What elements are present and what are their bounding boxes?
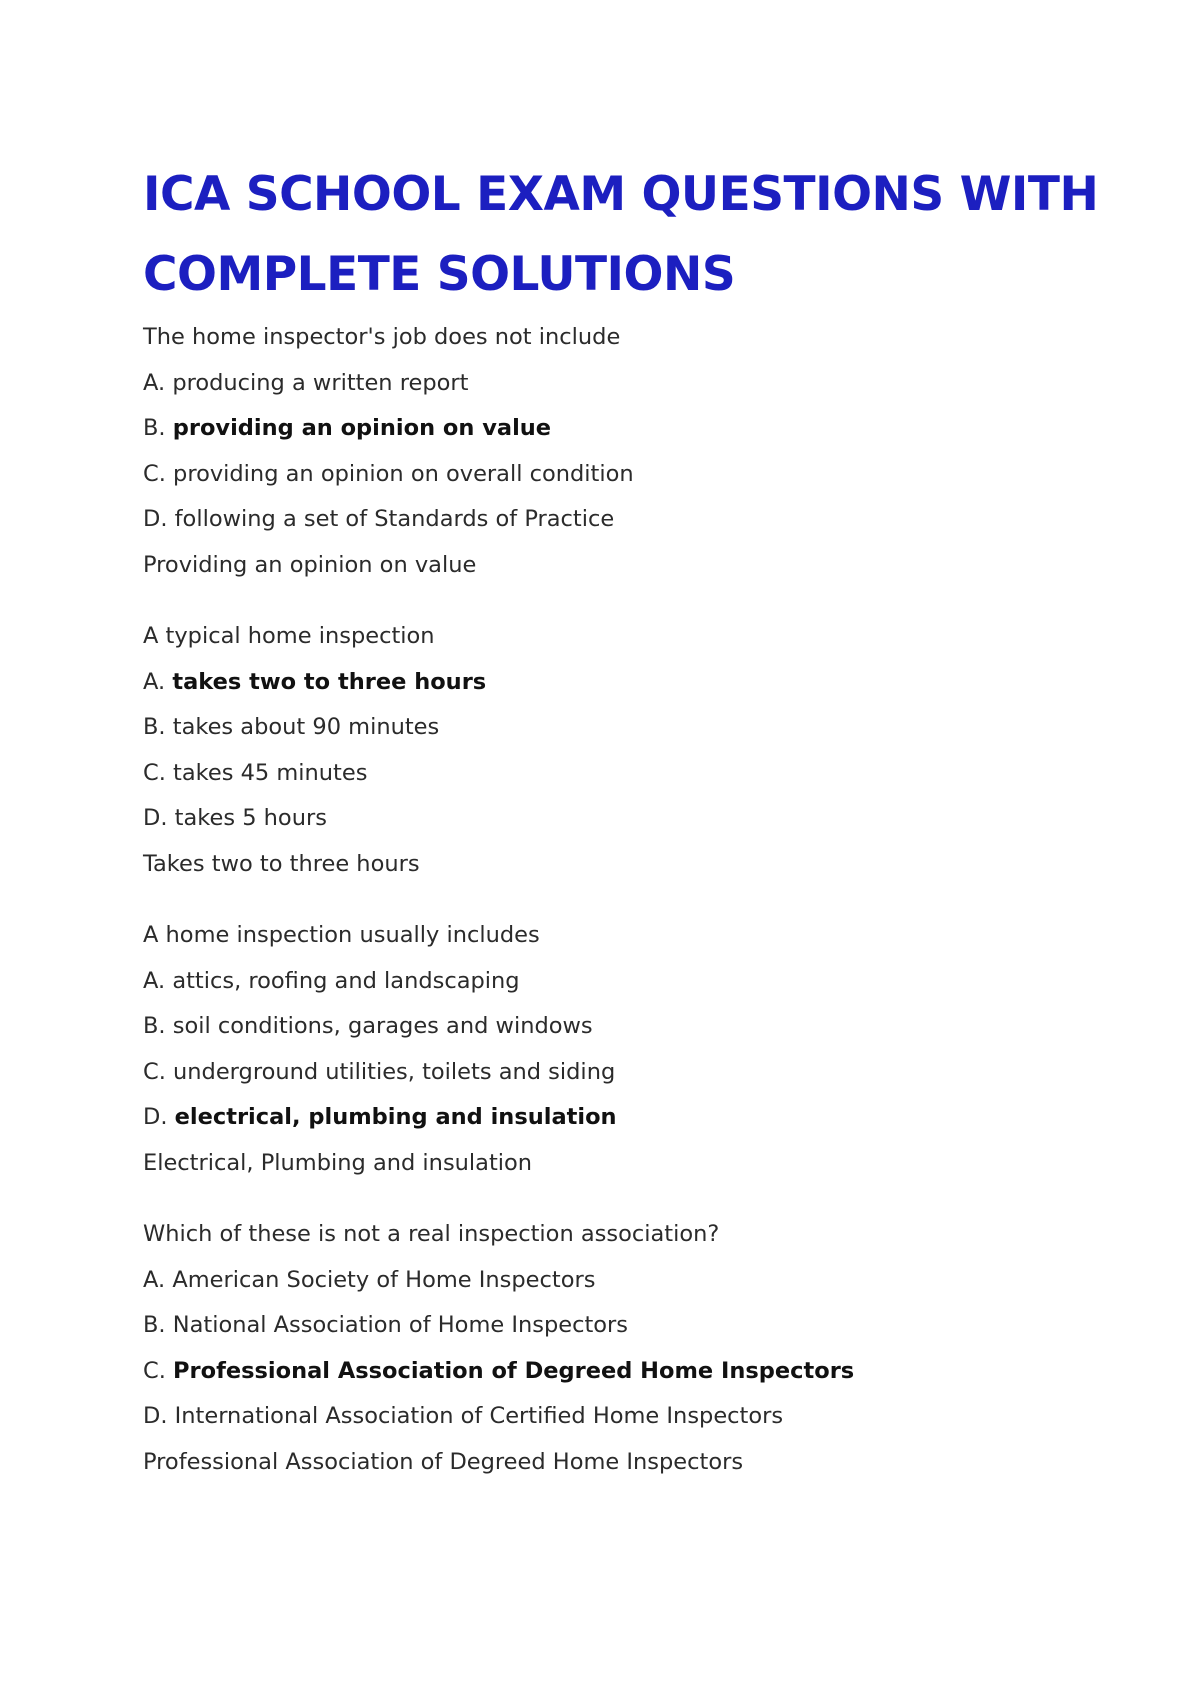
answer-option bbox=[143, 1258, 1103, 1304]
question-prompt: The home inspector's job does not include bbox=[143, 324, 621, 350]
option-letter: B. bbox=[143, 714, 166, 740]
answer-option bbox=[143, 1004, 1103, 1050]
answer-option bbox=[143, 1349, 1103, 1395]
answer-option bbox=[143, 1303, 1103, 1349]
title-line-1: ICA SCHOOL EXAM QUESTIONS WITH bbox=[143, 167, 1099, 222]
option-text: takes about 90 minutes bbox=[172, 714, 440, 740]
option-text: producing a written report bbox=[172, 369, 469, 396]
correct-option-text: takes two to three hours bbox=[172, 668, 487, 695]
option-letter: D. bbox=[143, 1403, 168, 1429]
option-letter: B. bbox=[143, 415, 166, 441]
option-text: takes 5 hours bbox=[174, 805, 327, 831]
option-letter: C. bbox=[143, 460, 166, 487]
correct-option-text: Professional Association of Degreed Home Inspectors bbox=[173, 1357, 855, 1384]
answer-solution: Electrical, Plumbing and insulation bbox=[143, 1149, 533, 1176]
correct-option-text: electrical, plumbing and insulation bbox=[174, 1104, 617, 1130]
answer-option bbox=[143, 1394, 1103, 1440]
question-block bbox=[143, 1212, 1103, 1485]
answer-option bbox=[143, 796, 1103, 842]
option-text: American Society of Home Inspectors bbox=[172, 1266, 596, 1293]
answer-option bbox=[143, 705, 1103, 751]
question-block bbox=[143, 315, 1103, 588]
option-text: underground utilities, toilets and siding bbox=[173, 1058, 616, 1085]
title-line-2: COMPLETE SOLUTIONS bbox=[143, 247, 736, 302]
option-text: National Association of Home Inspectors bbox=[172, 1312, 629, 1338]
document-page bbox=[143, 155, 1103, 1485]
answer-option bbox=[143, 660, 1103, 706]
question-list bbox=[143, 315, 1103, 1485]
answer-option bbox=[143, 406, 1103, 452]
option-letter: A. bbox=[143, 967, 166, 994]
answer-option bbox=[143, 1050, 1103, 1096]
option-text: providing an opinion on overall condition bbox=[173, 460, 634, 487]
option-letter: A. bbox=[143, 369, 166, 396]
answer-option bbox=[143, 497, 1103, 543]
question-block bbox=[143, 913, 1103, 1186]
document-title bbox=[143, 155, 1103, 315]
answer-solution: Providing an opinion on value bbox=[143, 551, 477, 578]
option-letter: C. bbox=[143, 759, 166, 786]
option-letter: A. bbox=[143, 668, 166, 695]
option-text: takes 45 minutes bbox=[173, 759, 368, 786]
option-letter: B. bbox=[143, 1312, 166, 1338]
option-letter: D. bbox=[143, 506, 168, 532]
answer-option bbox=[143, 751, 1103, 797]
answer-option bbox=[143, 959, 1103, 1005]
option-letter: C. bbox=[143, 1357, 166, 1384]
option-text: International Association of Certified Home Inspectors bbox=[174, 1403, 784, 1429]
answer-option bbox=[143, 452, 1103, 498]
option-text: attics, roofing and landscaping bbox=[172, 967, 520, 994]
answer-option bbox=[143, 361, 1103, 407]
option-letter: A. bbox=[143, 1266, 166, 1293]
option-letter: B. bbox=[143, 1013, 166, 1039]
option-text: following a set of Standards of Practice bbox=[174, 506, 615, 532]
option-letter: D. bbox=[143, 805, 168, 831]
question-prompt: A typical home inspection bbox=[143, 623, 435, 649]
answer-solution: Professional Association of Degreed Home Inspectors bbox=[143, 1448, 744, 1475]
question-block bbox=[143, 614, 1103, 887]
answer-option bbox=[143, 1095, 1103, 1141]
option-text: soil conditions, garages and windows bbox=[172, 1013, 593, 1039]
question-prompt: A home inspection usually includes bbox=[143, 922, 540, 948]
answer-solution: Takes two to three hours bbox=[143, 850, 420, 877]
correct-option-text: providing an opinion on value bbox=[172, 415, 552, 441]
question-prompt: Which of these is not a real inspection association? bbox=[143, 1221, 720, 1247]
option-letter: D. bbox=[143, 1104, 168, 1130]
option-letter: C. bbox=[143, 1058, 166, 1085]
